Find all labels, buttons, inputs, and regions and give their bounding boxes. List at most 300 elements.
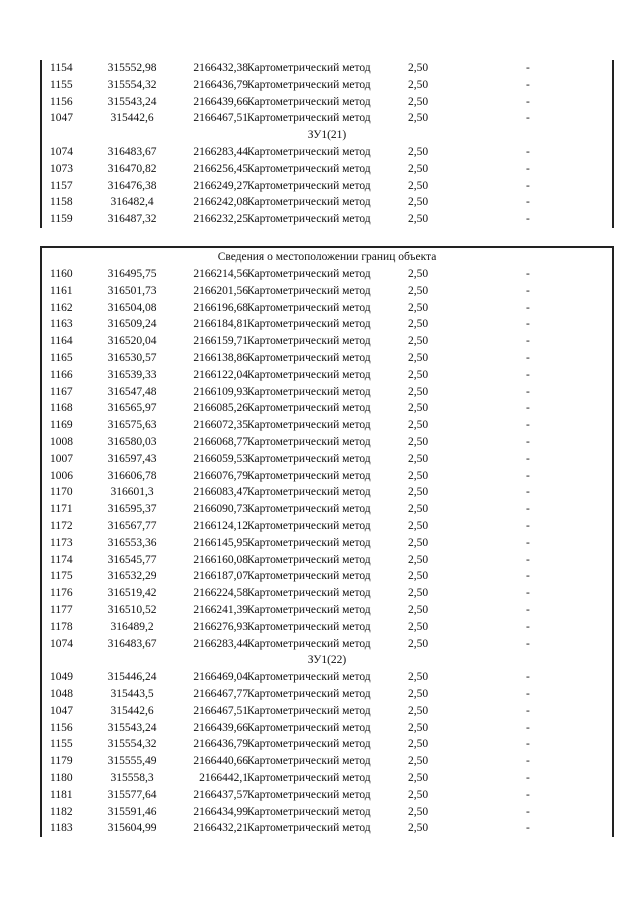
accuracy-cell: 2,50 xyxy=(408,162,429,175)
accuracy-cell: 2,50 xyxy=(408,587,429,600)
table-row xyxy=(42,451,612,468)
x-coordinate: 316545,77 xyxy=(107,553,157,566)
accuracy-cell: 2,50 xyxy=(408,553,429,566)
accuracy-cell: 2,50 xyxy=(408,771,429,784)
point-number: 1168 xyxy=(50,402,73,415)
point-number: 1049 xyxy=(50,671,73,684)
y-coordinate: 2166068,77 xyxy=(193,435,248,448)
note-cell: - xyxy=(526,671,530,684)
method-cell: Картометрический метод xyxy=(247,469,371,482)
note-cell: - xyxy=(526,637,530,650)
x-coordinate: 316519,42 xyxy=(107,587,157,600)
method-cell: Картометрический метод xyxy=(247,78,371,91)
y-coordinate: 2166283,44 xyxy=(193,145,248,158)
point-number: 1172 xyxy=(50,519,73,532)
x-coordinate: 316601,3 xyxy=(110,486,154,499)
note-cell: - xyxy=(526,284,530,297)
table-row xyxy=(42,753,612,770)
table-row xyxy=(42,94,612,111)
method-cell: Картометрический метод xyxy=(247,284,371,297)
note-cell: - xyxy=(526,368,530,381)
y-coordinate: 2166138,86 xyxy=(193,351,248,364)
note-cell: - xyxy=(526,112,530,125)
method-cell: Картометрический метод xyxy=(247,671,371,684)
method-cell: Картометрический метод xyxy=(247,179,371,192)
x-coordinate: 316483,67 xyxy=(107,145,157,158)
accuracy-cell: 2,50 xyxy=(408,503,429,516)
x-coordinate: 316597,43 xyxy=(107,452,157,465)
note-cell: - xyxy=(526,301,530,314)
note-cell: - xyxy=(526,435,530,448)
y-coordinate: 2166242,08 xyxy=(193,196,248,209)
method-cell: Картометрический метод xyxy=(247,536,371,549)
y-coordinate: 2166214,56 xyxy=(193,268,248,280)
point-number: 1156 xyxy=(50,721,73,734)
table-row xyxy=(42,820,612,837)
point-number: 1047 xyxy=(50,704,73,717)
point-number: 1074 xyxy=(50,637,73,650)
y-coordinate: 2166241,39 xyxy=(193,603,248,616)
point-number: 1157 xyxy=(50,179,73,192)
table-row xyxy=(42,518,612,535)
note-cell: - xyxy=(526,822,530,835)
accuracy-cell: 2,50 xyxy=(408,196,429,209)
accuracy-cell: 2,50 xyxy=(408,536,429,549)
accuracy-cell: 2,50 xyxy=(408,368,429,381)
x-coordinate: 316470,82 xyxy=(107,162,157,175)
note-cell: - xyxy=(526,402,530,415)
point-number: 1175 xyxy=(50,570,73,583)
note-cell: - xyxy=(526,179,530,192)
accuracy-cell: 2,50 xyxy=(408,721,429,734)
x-coordinate: 316487,32 xyxy=(107,213,157,226)
y-coordinate: 2166196,68 xyxy=(193,301,248,314)
note-cell: - xyxy=(526,503,530,516)
accuracy-cell: 2,50 xyxy=(408,402,429,415)
x-coordinate: 315442,6 xyxy=(110,704,154,717)
note-cell: - xyxy=(526,721,530,734)
x-coordinate: 316509,24 xyxy=(107,318,157,331)
y-coordinate: 2166076,79 xyxy=(193,469,248,482)
table-row xyxy=(42,686,612,703)
method-cell: Картометрический метод xyxy=(247,553,371,566)
note-cell: - xyxy=(526,553,530,566)
table-row xyxy=(42,211,612,228)
note-cell: - xyxy=(526,213,530,226)
x-coordinate: 316495,75 xyxy=(107,268,157,280)
note-cell: - xyxy=(526,385,530,398)
y-coordinate: 2166469,04 xyxy=(193,671,248,684)
method-cell: Картометрический метод xyxy=(247,822,371,835)
point-number: 1006 xyxy=(50,469,73,482)
note-cell: - xyxy=(526,469,530,482)
point-number: 1173 xyxy=(50,536,73,549)
accuracy-cell: 2,50 xyxy=(408,486,429,499)
y-coordinate: 2166440,66 xyxy=(193,755,248,768)
x-coordinate: 315443,5 xyxy=(110,687,154,700)
table-row xyxy=(42,770,612,787)
note-cell: - xyxy=(526,419,530,432)
note-cell: - xyxy=(526,78,530,91)
table-rows xyxy=(42,60,612,127)
y-coordinate: 2166442,1 xyxy=(199,771,248,784)
accuracy-cell: 2,50 xyxy=(408,62,429,74)
boundary-location-table xyxy=(40,246,614,837)
note-cell: - xyxy=(526,95,530,108)
y-coordinate: 2166072,35 xyxy=(193,419,248,432)
method-cell: Картометрический метод xyxy=(247,351,371,364)
x-coordinate: 316482,4 xyxy=(110,196,154,209)
accuracy-cell: 2,50 xyxy=(408,570,429,583)
section-heading: ЗУ1(22) xyxy=(307,654,347,667)
method-cell: Картометрический метод xyxy=(247,301,371,314)
x-coordinate: 315591,46 xyxy=(107,805,157,818)
point-number: 1156 xyxy=(50,95,73,108)
table-row xyxy=(42,568,612,585)
x-coordinate: 315442,6 xyxy=(110,112,154,125)
point-number: 1181 xyxy=(50,788,73,801)
table-row xyxy=(42,636,612,653)
table-row xyxy=(42,804,612,821)
method-cell: Картометрический метод xyxy=(247,435,371,448)
point-number: 1048 xyxy=(50,687,73,700)
y-coordinate: 2166432,38 xyxy=(193,62,248,74)
point-number: 1182 xyxy=(50,805,73,818)
table-row xyxy=(42,316,612,333)
note-cell: - xyxy=(526,318,530,331)
table-row xyxy=(42,468,612,485)
method-cell: Картометрический метод xyxy=(247,162,371,175)
point-number: 1073 xyxy=(50,162,73,175)
point-number: 1179 xyxy=(50,755,73,768)
point-number: 1162 xyxy=(50,301,73,314)
point-number: 1183 xyxy=(50,822,73,835)
accuracy-cell: 2,50 xyxy=(408,637,429,650)
accuracy-cell: 2,50 xyxy=(408,112,429,125)
x-coordinate: 316539,33 xyxy=(107,368,157,381)
accuracy-cell: 2,50 xyxy=(408,738,429,751)
accuracy-cell: 2,50 xyxy=(408,179,429,192)
note-cell: - xyxy=(526,704,530,717)
accuracy-cell: 2,50 xyxy=(408,351,429,364)
point-number: 1165 xyxy=(50,351,73,364)
y-coordinate: 2166256,45 xyxy=(193,162,248,175)
table-row xyxy=(42,585,612,602)
table-row xyxy=(42,703,612,720)
note-cell: - xyxy=(526,570,530,583)
accuracy-cell: 2,50 xyxy=(408,95,429,108)
x-coordinate: 316567,77 xyxy=(107,519,157,532)
table-row xyxy=(42,736,612,753)
table-title: Сведения о местоположении границ объекта xyxy=(217,251,437,263)
point-number: 1171 xyxy=(50,503,73,516)
point-number: 1161 xyxy=(50,284,73,297)
accuracy-cell: 2,50 xyxy=(408,755,429,768)
note-cell: - xyxy=(526,738,530,751)
method-cell: Картометрический метод xyxy=(247,620,371,633)
accuracy-cell: 2,50 xyxy=(408,805,429,818)
x-coordinate: 316547,48 xyxy=(107,385,157,398)
note-cell: - xyxy=(526,335,530,348)
method-cell: Картометрический метод xyxy=(247,771,371,784)
method-cell: Картометрический метод xyxy=(247,570,371,583)
point-number: 1177 xyxy=(50,603,73,616)
y-coordinate: 2166109,93 xyxy=(193,385,248,398)
method-cell: Картометрический метод xyxy=(247,196,371,209)
point-number: 1167 xyxy=(50,385,73,398)
note-cell: - xyxy=(526,771,530,784)
table-row xyxy=(42,178,612,195)
x-coordinate: 315543,24 xyxy=(107,721,157,734)
table-row xyxy=(42,367,612,384)
method-cell: Картометрический метод xyxy=(247,721,371,734)
x-coordinate: 316530,57 xyxy=(107,351,157,364)
x-coordinate: 315604,99 xyxy=(107,822,157,835)
table-row xyxy=(42,283,612,300)
method-cell: Картометрический метод xyxy=(247,368,371,381)
note-cell: - xyxy=(526,603,530,616)
table-row xyxy=(42,417,612,434)
accuracy-cell: 2,50 xyxy=(408,385,429,398)
method-cell: Картометрический метод xyxy=(247,603,371,616)
y-coordinate: 2166432,21 xyxy=(193,822,248,835)
y-coordinate: 2166090,73 xyxy=(193,503,248,516)
method-cell: Картометрический метод xyxy=(247,738,371,751)
note-cell: - xyxy=(526,620,530,633)
accuracy-cell: 2,50 xyxy=(408,704,429,717)
y-coordinate: 2166283,44 xyxy=(193,637,248,650)
x-coordinate: 316510,52 xyxy=(107,603,157,616)
y-coordinate: 2166124,12 xyxy=(193,519,248,532)
table-row xyxy=(42,194,612,211)
x-coordinate: 316595,37 xyxy=(107,503,157,516)
y-coordinate: 2166249,27 xyxy=(193,179,248,192)
table-row xyxy=(42,384,612,401)
note-cell: - xyxy=(526,62,530,74)
x-coordinate: 316606,78 xyxy=(107,469,157,482)
method-cell: Картометрический метод xyxy=(247,805,371,818)
x-coordinate: 316476,38 xyxy=(107,179,157,192)
note-cell: - xyxy=(526,452,530,465)
point-number: 1163 xyxy=(50,318,73,331)
method-cell: Картометрический метод xyxy=(247,419,371,432)
method-cell: Картометрический метод xyxy=(247,95,371,108)
method-cell: Картометрический метод xyxy=(247,486,371,499)
coordinates-table-continued xyxy=(40,60,614,228)
table-row xyxy=(42,602,612,619)
table-rows xyxy=(42,266,612,652)
method-cell: Картометрический метод xyxy=(247,452,371,465)
method-cell: Картометрический метод xyxy=(247,318,371,331)
table-row xyxy=(42,669,612,686)
y-coordinate: 2166059,53 xyxy=(193,452,248,465)
method-cell: Картометрический метод xyxy=(247,335,371,348)
note-cell: - xyxy=(526,145,530,158)
x-coordinate: 315555,49 xyxy=(107,755,157,768)
method-cell: Картометрический метод xyxy=(247,385,371,398)
y-coordinate: 2166232,25 xyxy=(193,213,248,226)
table-rows xyxy=(42,144,612,228)
y-coordinate: 2166201,56 xyxy=(193,284,248,297)
x-coordinate: 316532,29 xyxy=(107,570,157,583)
point-number: 1174 xyxy=(50,553,73,566)
table-row xyxy=(42,60,612,77)
accuracy-cell: 2,50 xyxy=(408,788,429,801)
y-coordinate: 2166085,26 xyxy=(193,402,248,415)
table-row xyxy=(42,787,612,804)
x-coordinate: 315543,24 xyxy=(107,95,157,108)
method-cell: Картометрический метод xyxy=(247,687,371,700)
method-cell: Картометрический метод xyxy=(247,112,371,125)
y-coordinate: 2166224,58 xyxy=(193,587,248,600)
x-coordinate: 315552,98 xyxy=(107,62,157,74)
section-heading: ЗУ1(21) xyxy=(307,129,347,142)
accuracy-cell: 2,50 xyxy=(408,687,429,700)
table-row xyxy=(42,484,612,501)
table-row xyxy=(42,144,612,161)
accuracy-cell: 2,50 xyxy=(408,603,429,616)
x-coordinate: 316553,36 xyxy=(107,536,157,549)
accuracy-cell: 2,50 xyxy=(408,469,429,482)
method-cell: Картометрический метод xyxy=(247,788,371,801)
point-number: 1074 xyxy=(50,145,73,158)
table-row xyxy=(42,434,612,451)
y-coordinate: 2166434,99 xyxy=(193,805,248,818)
point-number: 1169 xyxy=(50,419,73,432)
point-number: 1008 xyxy=(50,435,73,448)
method-cell: Картометрический метод xyxy=(247,503,371,516)
method-cell: Картометрический метод xyxy=(247,755,371,768)
note-cell: - xyxy=(526,536,530,549)
table-row xyxy=(42,619,612,636)
method-cell: Картометрический метод xyxy=(247,637,371,650)
x-coordinate: 316580,03 xyxy=(107,435,157,448)
note-cell: - xyxy=(526,519,530,532)
point-number: 1164 xyxy=(50,335,73,348)
y-coordinate: 2166083,47 xyxy=(193,486,248,499)
table-row xyxy=(42,77,612,94)
x-coordinate: 315577,64 xyxy=(107,788,157,801)
table-row xyxy=(42,535,612,552)
accuracy-cell: 2,50 xyxy=(408,78,429,91)
y-coordinate: 2166439,66 xyxy=(193,95,248,108)
point-number: 1176 xyxy=(50,587,73,600)
table-row xyxy=(42,161,612,178)
x-coordinate: 315558,3 xyxy=(110,771,154,784)
method-cell: Картометрический метод xyxy=(247,145,371,158)
note-cell: - xyxy=(526,486,530,499)
method-cell: Картометрический метод xyxy=(247,402,371,415)
y-coordinate: 2166436,79 xyxy=(193,78,248,91)
x-coordinate: 316575,63 xyxy=(107,419,157,432)
table-row xyxy=(42,110,612,127)
x-coordinate: 316489,2 xyxy=(110,620,154,633)
point-number: 1007 xyxy=(50,452,73,465)
y-coordinate: 2166439,66 xyxy=(193,721,248,734)
y-coordinate: 2166122,04 xyxy=(193,368,248,381)
accuracy-cell: 2,50 xyxy=(408,335,429,348)
table-row xyxy=(42,300,612,317)
note-cell: - xyxy=(526,162,530,175)
note-cell: - xyxy=(526,805,530,818)
note-cell: - xyxy=(526,687,530,700)
accuracy-cell: 2,50 xyxy=(408,671,429,684)
note-cell: - xyxy=(526,351,530,364)
accuracy-cell: 2,50 xyxy=(408,318,429,331)
y-coordinate: 2166467,77 xyxy=(193,687,248,700)
note-cell: - xyxy=(526,755,530,768)
accuracy-cell: 2,50 xyxy=(408,519,429,532)
method-cell: Картометрический метод xyxy=(247,704,371,717)
accuracy-cell: 2,50 xyxy=(408,284,429,297)
accuracy-cell: 2,50 xyxy=(408,435,429,448)
point-number: 1158 xyxy=(50,196,73,209)
y-coordinate: 2166436,79 xyxy=(193,738,248,751)
accuracy-cell: 2,50 xyxy=(408,145,429,158)
y-coordinate: 2166437,57 xyxy=(193,788,248,801)
note-cell: - xyxy=(526,587,530,600)
point-number: 1155 xyxy=(50,78,73,91)
x-coordinate: 316504,08 xyxy=(107,301,157,314)
x-coordinate: 316565,97 xyxy=(107,402,157,415)
y-coordinate: 2166160,08 xyxy=(193,553,248,566)
accuracy-cell: 2,50 xyxy=(408,452,429,465)
table-row xyxy=(42,501,612,518)
method-cell: Картометрический метод xyxy=(247,587,371,600)
table-row xyxy=(42,333,612,350)
table-row xyxy=(42,552,612,569)
x-coordinate: 316520,04 xyxy=(107,335,157,348)
method-cell: Картометрический метод xyxy=(247,268,371,280)
x-coordinate: 315554,32 xyxy=(107,738,157,751)
method-cell: Картометрический метод xyxy=(247,519,371,532)
point-number: 1180 xyxy=(50,771,73,784)
accuracy-cell: 2,50 xyxy=(408,419,429,432)
y-coordinate: 2166276,93 xyxy=(193,620,248,633)
note-cell: - xyxy=(526,196,530,209)
x-coordinate: 316483,67 xyxy=(107,637,157,650)
table-row xyxy=(42,720,612,737)
table-rows xyxy=(42,669,612,837)
y-coordinate: 2166187,07 xyxy=(193,570,248,583)
accuracy-cell: 2,50 xyxy=(408,620,429,633)
table-row xyxy=(42,266,612,283)
note-cell: - xyxy=(526,268,530,280)
point-number: 1166 xyxy=(50,368,73,381)
y-coordinate: 2166145,95 xyxy=(193,536,248,549)
accuracy-cell: 2,50 xyxy=(408,301,429,314)
x-coordinate: 315446,24 xyxy=(107,671,157,684)
point-number: 1170 xyxy=(50,486,73,499)
point-number: 1178 xyxy=(50,620,73,633)
method-cell: Картометрический метод xyxy=(247,213,371,226)
accuracy-cell: 2,50 xyxy=(408,822,429,835)
point-number: 1155 xyxy=(50,738,73,751)
table-row xyxy=(42,350,612,367)
point-number: 1154 xyxy=(50,62,73,74)
y-coordinate: 2166467,51 xyxy=(193,704,248,717)
x-coordinate: 316501,73 xyxy=(107,284,157,297)
point-number: 1047 xyxy=(50,112,73,125)
point-number: 1160 xyxy=(50,268,73,280)
method-cell: Картометрический метод xyxy=(247,62,371,74)
y-coordinate: 2166159,71 xyxy=(193,335,248,348)
accuracy-cell: 2,50 xyxy=(408,213,429,226)
accuracy-cell: 2,50 xyxy=(408,268,429,280)
y-coordinate: 2166184,81 xyxy=(193,318,248,331)
y-coordinate: 2166467,51 xyxy=(193,112,248,125)
note-cell: - xyxy=(526,788,530,801)
